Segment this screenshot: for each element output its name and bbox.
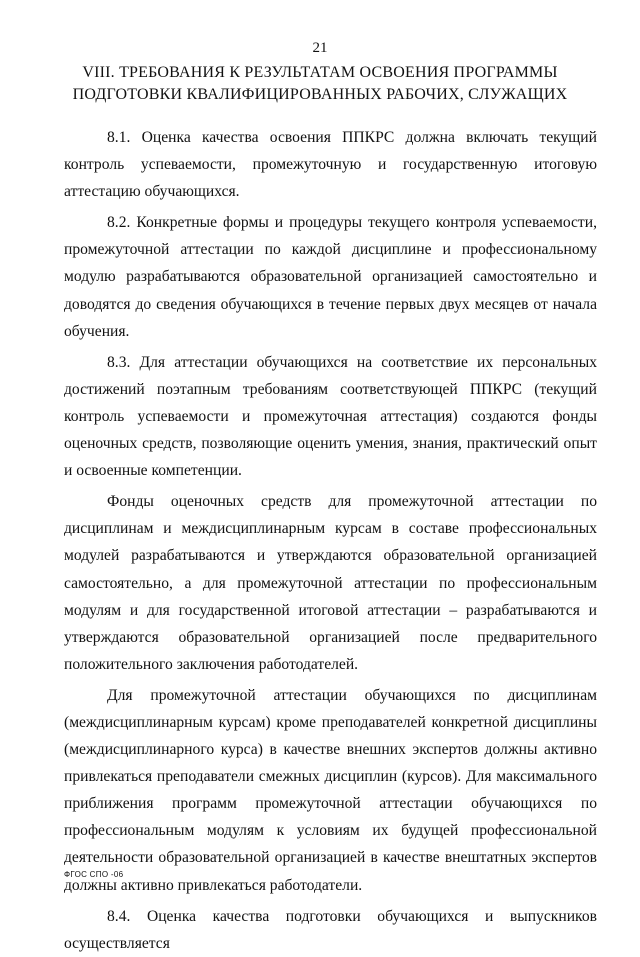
paragraph-external-experts: Для промежуточной аттестации обучающихся по дисциплинам (междисциплинарным курсам) кроме преподавателей конкретной дисциплины (междисциплинарного курса) в качестве внешних экспертов должны активно привлекаться преподаватели смежных дисциплин (курсов). Для максимального приближения программ промежуточной аттестации обучающихся по профессиональным модулям к условиям их будущей профессиональной деятельности образовательной организацией в качестве внештатных экспертов должны активно привлекаться работодатели.: [64, 686, 597, 894]
section-heading-line-1: VIII. ТРЕБОВАНИЯ К РЕЗУЛЬТАТАМ ОСВОЕНИЯ ПРОГРАММЫ: [82, 64, 558, 81]
page-number: 21: [312, 40, 328, 56]
body-text: [64, 124, 597, 957]
paragraph-8-4: 8.4. Оценка качества подготовки обучающихся и выпускников осуществляется: [64, 907, 597, 952]
section-heading-line-2: ПОДГОТОВКИ КВАЛИФИЦИРОВАННЫХ РАБОЧИХ, СЛУЖАЩИХ: [72, 86, 568, 103]
paragraph-8-3: 8.3. Для аттестации обучающихся на соответствие их персональных достижений поэтапным требованиям соответствующей ППКРС (текущий контроль успеваемости и промежуточная аттестация) создаются фонды оценочных средств, позволяющие оценить умения, знания, практический опыт и освоенные компетенции.: [64, 353, 597, 480]
paragraph-assessment-funds: Фонды оценочных средств для промежуточной аттестации по дисциплинам и междисциплинарным курсам в составе профессиональных модулей разрабатываются и утверждаются образовательной организацией самостоятельно, а для промежуточной аттестации по профессиональным модулям и для государственной итоговой аттестации – разрабатываются и утверждаются образовательной организацией после предварительного положительного заключения работодателей.: [64, 493, 597, 673]
section-heading: [60, 62, 580, 106]
paragraph-8-1: 8.1. Оценка качества освоения ППКРС должна включать текущий контроль успеваемости, промежуточную и государственную итоговую аттестацию обучающихся.: [64, 129, 597, 201]
footer-code: ФГОС СПО -06: [64, 870, 124, 879]
paragraph-8-2: 8.2. Конкретные формы и процедуры текущего контроля успеваемости, промежуточной аттестации по каждой дисциплине и профессиональному модулю разрабатываются образовательной организацией самостоятельно и доводятся до сведения обучающихся в течение первых двух месяцев от начала обучения.: [64, 214, 597, 340]
